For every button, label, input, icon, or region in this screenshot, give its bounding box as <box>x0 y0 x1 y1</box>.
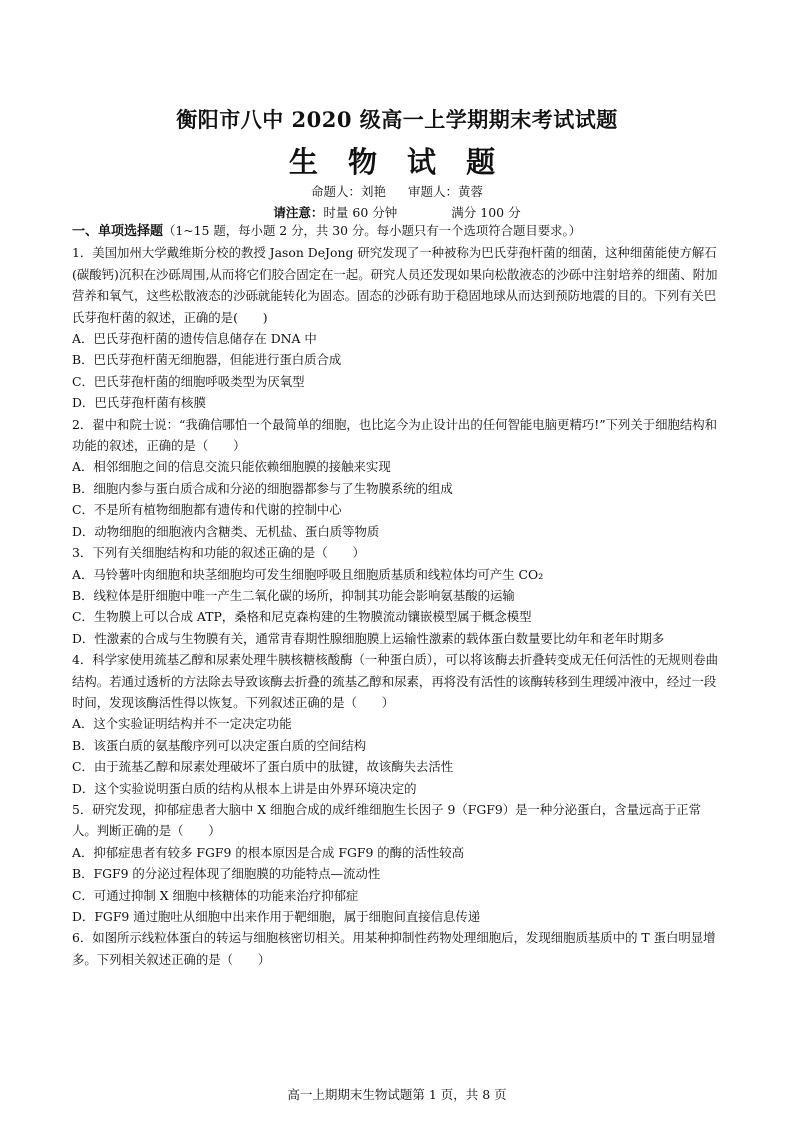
question-stem: 3．下列有关细胞结构和功能的叙述正确的是（ ） <box>72 545 365 561</box>
option-c: C．由于巯基乙醇和尿素处理破坏了蛋白质中的肽键，故该酶失去活性 <box>72 759 454 775</box>
reviewer: 审题人：黄蓉 <box>408 184 484 199</box>
question-body <box>72 220 722 970</box>
option-b: B．线粒体是肝细胞中唯一产生二氧化碳的场所，抑制其功能会影响氨基酸的运输 <box>72 587 515 603</box>
question-stem: 5．研究发现，抑郁症患者大脑中 X 细胞合成的成纤维细胞生长因子 9（FGF9）是一种分泌蛋白，含量远高于正常人。判断正确的是（ ） <box>72 801 701 839</box>
question-stem: 6．如图所示线粒体蛋白的转运与细胞核密切相关。用某种抑制性药物处理细胞后，发现细胞质基质中的 T 蛋白明显增多。下列相关叙述正确的是（ ） <box>72 930 716 967</box>
notice-label: 请注意： <box>273 205 324 220</box>
option-d: D．巴氏芽孢杆菌有核膜 <box>72 395 206 411</box>
option-b: B．巴氏芽孢杆菌无细胞器，但能进行蛋白质合成 <box>72 352 342 368</box>
question-3 <box>72 542 722 649</box>
option-d: D．性激素的合成与生物膜有关，通常青春期性腺细胞膜上运输性激素的载体蛋白数量要比幼年和老年时期多 <box>72 630 665 646</box>
option-a: A．这个实验证明结构并不一定决定功能 <box>72 716 292 732</box>
subject-title: 生 物 试 题 <box>288 145 506 179</box>
authors-line <box>0 182 794 200</box>
author: 命题人：刘艳 <box>310 184 386 199</box>
question-stem: 4．科学家使用巯基乙醇和尿素处理牛胰核糖核酸酶（一种蛋白质），可以将该酶去折叠转变成无任何活性的无规则卷曲结构。若通过透析的方法除去导致该酶去折叠的巯基乙醇和尿素，再将没有活性的该酶转移到生理缓冲液中，经过一段时间，发现该酶活性得以恢复。下列叙述正确的是（ ） <box>72 652 718 710</box>
option-a: A．马铃薯叶肉细胞和块茎细胞均可发生细胞呼吸且细胞质基质和线粒体均可产生 CO₂ <box>72 566 544 582</box>
question-1 <box>72 242 722 413</box>
option-c: C．可通过抑制 X 细胞中核糖体的功能来治疗抑郁症 <box>72 887 359 903</box>
section-heading <box>72 220 722 242</box>
option-a: A．相邻细胞之间的信息交流只能依赖细胞膜的接触来实现 <box>72 459 391 475</box>
question-2 <box>72 414 722 542</box>
question-4 <box>72 649 722 799</box>
option-c: C．巴氏芽孢杆菌的细胞呼吸类型为厌氧型 <box>72 373 305 389</box>
option-b: B．细胞内参与蛋白质合成和分泌的细胞器都参与了生物膜系统的组成 <box>72 480 453 496</box>
option-d: D．FGF9 通过胞吐从细胞中出来作用于靶细胞，属于细胞间直接信息传递 <box>72 909 481 924</box>
page-footer: 高一上期期末生物试题第 1 页，共 8 页 <box>287 1087 507 1102</box>
option-a: A．巴氏芽孢杆菌的遗传信息储存在 DNA 中 <box>72 331 317 347</box>
section-title: 一、单项选择题 <box>72 224 164 239</box>
section-instructions: （1~15 题，每小题 2 分，共 30 分。每小题只有一个选项符合题目要求。） <box>163 223 582 238</box>
notice-line <box>0 203 794 221</box>
exam-title: 衡阳市八中 2020 级高一上学期期末考试试题 <box>176 107 618 132</box>
time-limit: 时量 60 分钟 <box>323 205 398 220</box>
option-d: D．动物细胞的细胞液内含糖类、无机盐、蛋白质等物质 <box>72 523 380 539</box>
question-6 <box>72 927 722 970</box>
question-stem: 2．翟中和院士说：“我确信哪怕一个最简单的细胞，也比迄今为止设计出的任何智能电脑更精巧!”下列关于细胞结构和功能的叙述，正确的是（ ） <box>72 416 718 454</box>
option-b: B．FGF9 的分泌过程体现了细胞膜的功能特点—流动性 <box>72 866 381 882</box>
question-stem: 1．美国加州大学戴维斯分校的教授 Jason DeJong 研究发现了一种被称为巴氏芽孢杆菌的细菌，这种细菌能使方解石(碳酸钙)沉积在沙砾周围,从而将它们胶合固定在一起。研究人员还发现如果向松散液态的沙砾中注射培养的细菌、附加营养和氧气，这些松散液态的沙砾就能转化为固态。固态的沙砾有助于稳固地球从而达到预防地震的目的。下列有关巴氏芽孢杆菌的叙述，正确的是( ) <box>72 245 718 325</box>
option-c: C．生物膜上可以合成 ATP，桑格和尼克森构建的生物膜流动镶嵌模型属于概念模型 <box>72 609 532 625</box>
full-score: 满分 100 分 <box>451 205 521 220</box>
option-a: A．抑郁症患者有较多 FGF9 的根本原因是合成 FGF9 的酶的活性较高 <box>72 844 465 860</box>
question-5 <box>72 799 722 927</box>
option-b: B．该蛋白质的氨基酸序列可以决定蛋白质的空间结构 <box>72 737 367 753</box>
option-d: D．这个实验说明蛋白质的结构从根本上讲是由外界环境决定的 <box>72 780 417 796</box>
option-c: C．不是所有植物细胞都有遗传和代谢的控制中心 <box>72 502 342 518</box>
